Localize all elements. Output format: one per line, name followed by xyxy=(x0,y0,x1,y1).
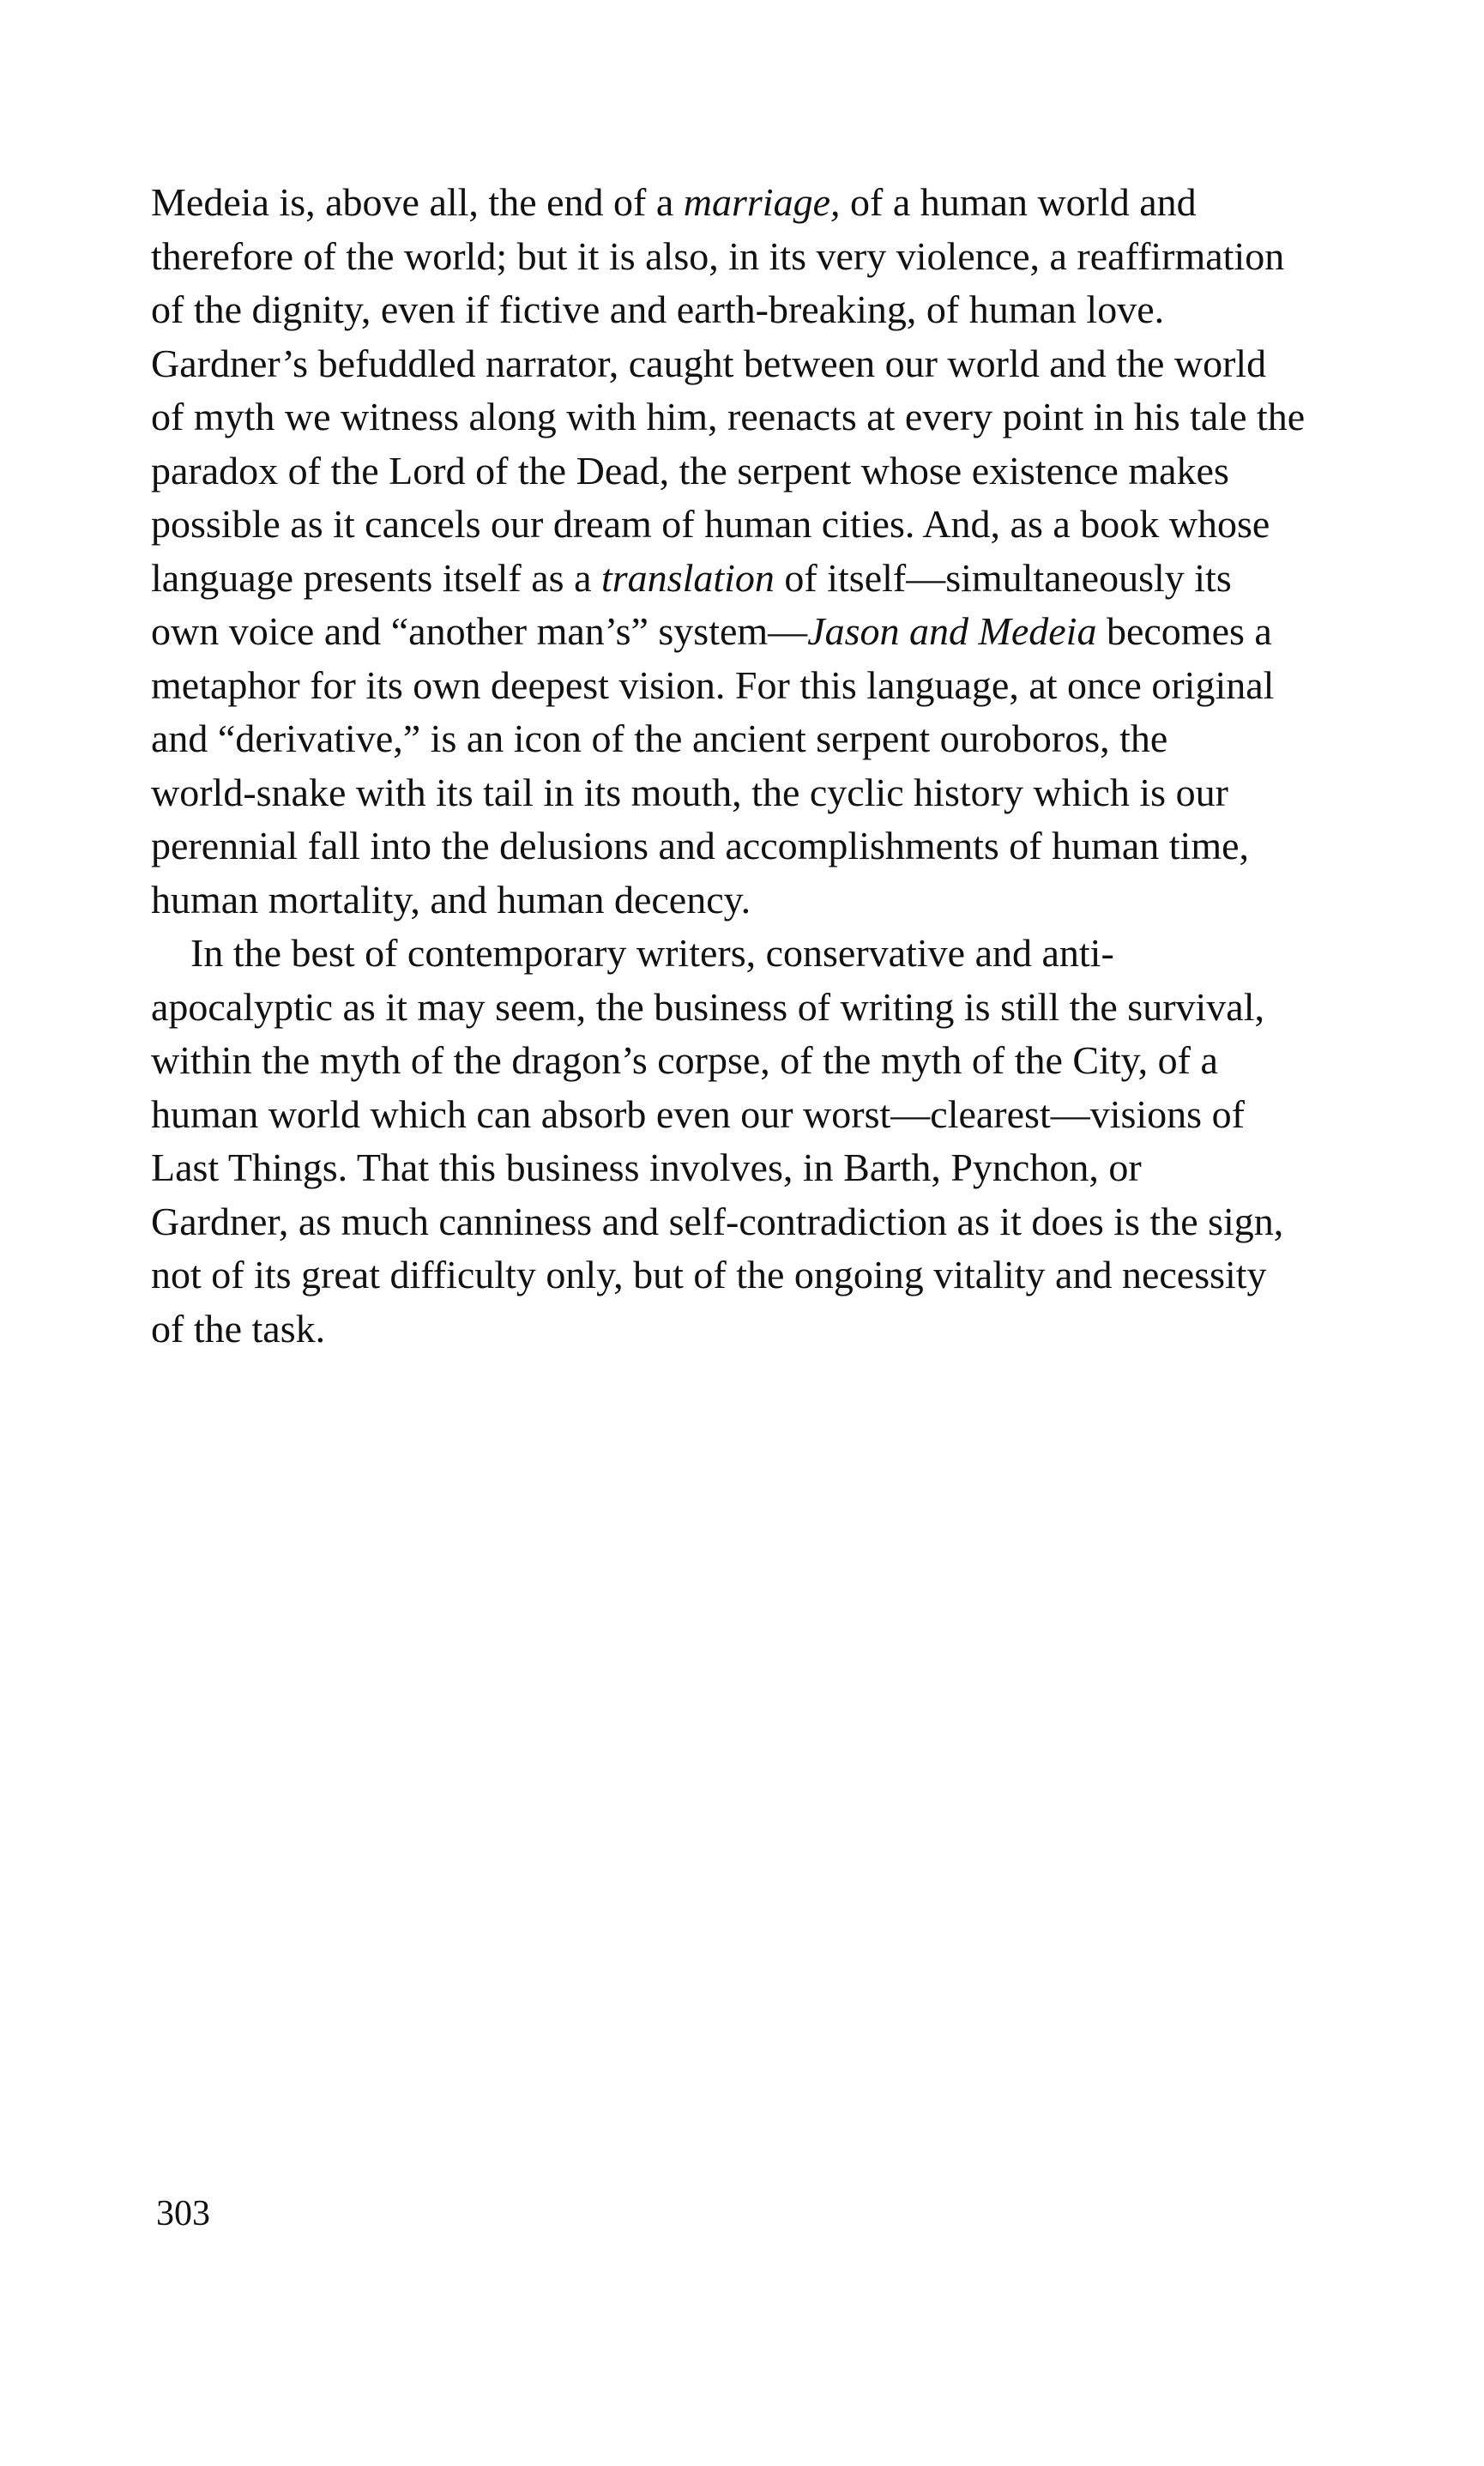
italic-text: Jason and Medeia xyxy=(807,609,1097,653)
italic-text: translation xyxy=(600,555,775,600)
paragraph-1 xyxy=(151,176,1369,927)
text-segment: In the best of contemporary writers, conservative and anti- xyxy=(190,931,1114,975)
text-segment: Gardner, as much canniness and self-contradiction as it does is the sign, xyxy=(151,1199,1284,1243)
text-line xyxy=(151,1195,1369,1249)
text-line xyxy=(151,337,1369,391)
text-line xyxy=(151,1088,1369,1142)
text-line xyxy=(151,1248,1369,1303)
text-segment: possible as it cancels our dream of human cities. And, as a book whose xyxy=(151,502,1270,546)
text-segment: of a human world and xyxy=(840,180,1197,224)
text-line xyxy=(151,873,1369,928)
text-line xyxy=(151,605,1369,659)
text-segment: of myth we witness along with him, reenacts at every point in his tale the xyxy=(151,395,1306,438)
text-line xyxy=(151,766,1369,820)
text-segment: and “derivative,” is an icon of the ancient serpent ouroboros, the xyxy=(151,716,1168,760)
text-line xyxy=(151,230,1369,284)
text-segment: Medeia is, above all, the end of a xyxy=(151,180,684,224)
text-line xyxy=(151,498,1369,552)
text-line xyxy=(151,1034,1369,1088)
text-line xyxy=(151,1141,1369,1195)
text-line xyxy=(151,390,1369,444)
text-line xyxy=(151,659,1369,713)
text-segment: own voice and “another man’s” system— xyxy=(151,609,808,653)
text-segment: language presents itself as a xyxy=(151,555,601,600)
text-segment: human world which can absorb even our worst—clearest—visions of xyxy=(151,1091,1245,1136)
text-segment: perennial fall into the delusions and accomplishments of human time, xyxy=(151,824,1250,867)
text-line xyxy=(151,283,1369,337)
body-text xyxy=(151,176,1369,1356)
text-segment: therefore of the world; but it is also, in its very violence, a reaffirmation xyxy=(151,233,1285,278)
text-segment: becomes a xyxy=(1096,609,1272,653)
text-segment: paradox of the Lord of the Dead, the serpent whose existence makes xyxy=(151,448,1229,493)
text-segment: human mortality, and human decency. xyxy=(151,877,751,922)
text-line xyxy=(151,981,1369,1035)
text-segment: Last Things. That this business involves, in Barth, Pynchon, or xyxy=(151,1145,1142,1189)
text-line xyxy=(151,1303,1369,1357)
text-segment: of the dignity, even if fictive and earth-breaking, of human love. xyxy=(151,287,1165,331)
text-segment: apocalyptic as it may seem, the business of writing is still the survival, xyxy=(151,984,1264,1029)
italic-text: marriage, xyxy=(683,180,841,224)
text-segment: world-snake with its tail in its mouth, the cyclic history which is our xyxy=(151,770,1228,814)
text-line xyxy=(151,819,1369,873)
text-line xyxy=(151,552,1369,606)
text-line xyxy=(151,444,1369,499)
page-number: 303 xyxy=(156,2194,210,2233)
text-segment: of itself—simultaneously its xyxy=(774,555,1232,600)
text-line xyxy=(151,176,1369,230)
text-segment: within the myth of the dragon’s corpse, of the myth of the City, of a xyxy=(151,1038,1218,1082)
text-segment: of the task. xyxy=(151,1306,326,1351)
text-segment: metaphor for its own deepest vision. For this language, at once original xyxy=(151,662,1275,707)
text-line xyxy=(151,927,1369,981)
text-line xyxy=(151,712,1369,766)
text-segment: not of its great difficulty only, but of the ongoing vitality and necessity xyxy=(151,1253,1267,1296)
paragraph-2 xyxy=(151,927,1369,1356)
text-segment: Gardner’s befuddled narrator, caught between our world and the world xyxy=(151,341,1267,385)
